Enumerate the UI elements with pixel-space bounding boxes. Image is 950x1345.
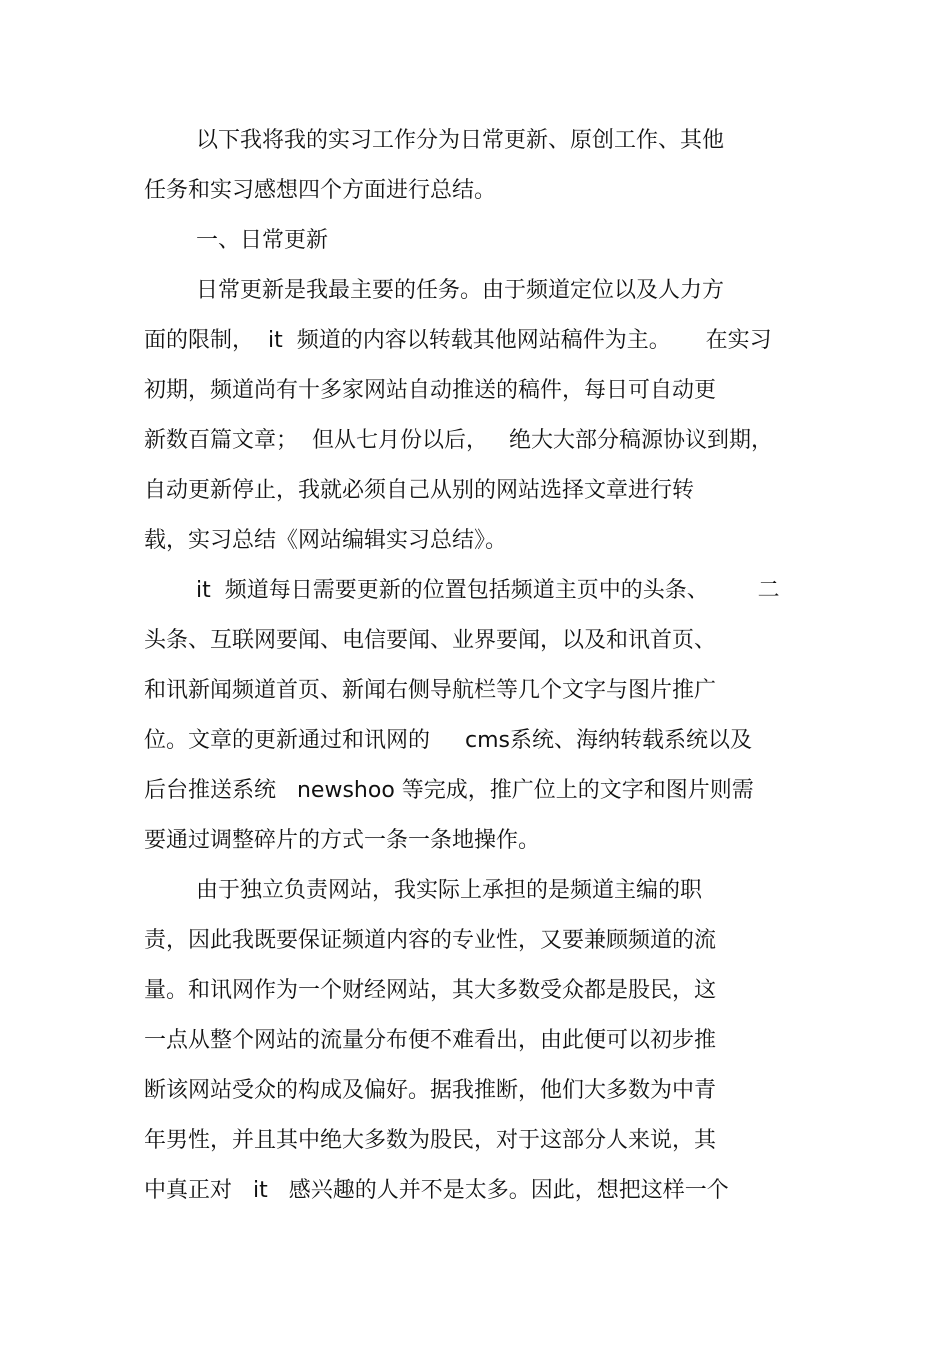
text-line: 头条、互联网要闻、电信要闻、业界要闻，以及和讯首页、 [144,628,717,653]
text-line: 和讯新闻频道首页、新闻右侧导航栏等几个文字与图片推广 [144,678,717,703]
text-line: 责，因此我既要保证频道内容的专业性，又要兼顾频道的流 [144,928,717,953]
text-line: it 频道每日需要更新的位置包括频道主页中的头条、 二 [196,578,780,603]
text-line: 载，实习总结《网站编辑实习总结》。 [144,528,508,553]
text-line: 面的限制， it 频道的内容以转载其他网站稿件为主。 在实习 [144,328,772,353]
text-line: 以下我将我的实习工作分为日常更新、原创工作、其他 [196,128,725,153]
text-line: 中真正对 it 感兴趣的人并不是太多。因此，想把这样一个 [144,1178,729,1203]
text-line: 新数百篇文章； 但从七月份以后， 绝大大部分稿源协议到期， [144,428,773,453]
text-line: 自动更新停止，我就必须自己从别的网站选择文章进行转 [144,478,695,503]
text-line: 日常更新是我最主要的任务。由于频道定位以及人力方 [196,278,725,303]
text-line: 初期，频道尚有十多家网站自动推送的稿件，每日可自动更 [144,378,717,403]
text-line: 一点从整个网站的流量分布便不难看出，由此便可以初步推 [144,1028,717,1053]
text-line: 位。文章的更新通过和讯网的 cms系统、海纳转载系统以及 [144,728,752,753]
text-line: 要通过调整碎片的方式一条一条地操作。 [144,828,541,853]
text-line: 年男性，并且其中绝大多数为股民，对于这部分人来说，其 [144,1128,717,1153]
text-line: 量。和讯网作为一个财经网站，其大多数受众都是股民，这 [144,978,717,1003]
text-line: 断该网站受众的构成及偏好。据我推断，他们大多数为中青 [144,1078,717,1103]
text-line: 任务和实习感想四个方面进行总结。 [144,178,497,203]
section-heading: 一、日常更新 [196,228,329,253]
text-line: 由于独立负责网站，我实际上承担的是频道主编的职 [196,878,703,903]
text-line: 后台推送系统 newshoo 等完成，推广位上的文字和图片则需 [144,778,754,803]
